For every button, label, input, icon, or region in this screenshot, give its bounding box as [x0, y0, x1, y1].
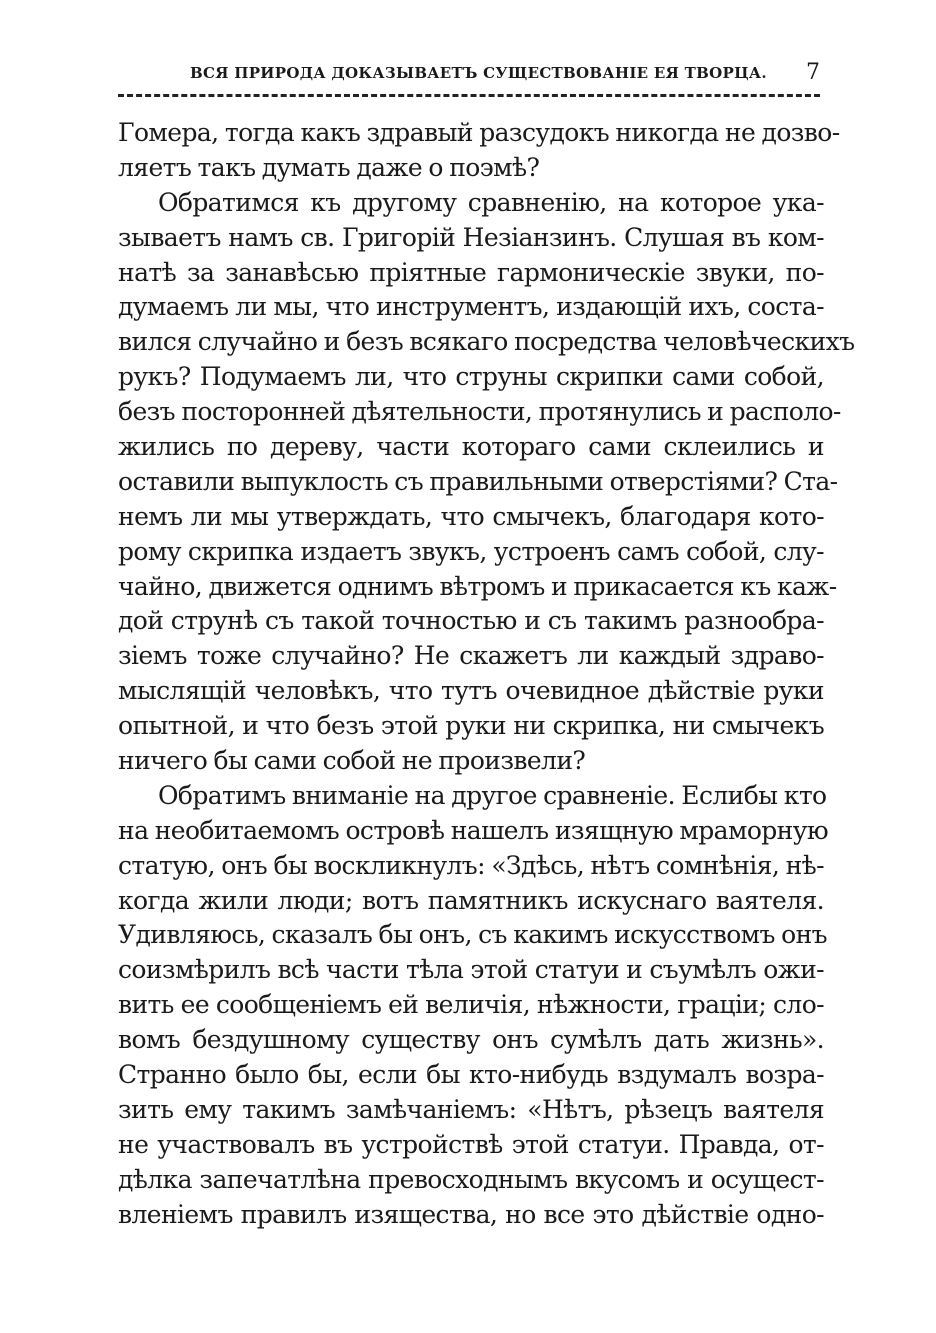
text-line: Обратимъ вниманіе на другое сравненіе. Еслибы кто	[158, 780, 827, 810]
text-line: жились по дереву, части котораго сами склеились и	[118, 432, 824, 462]
text-line: Странно было бы, если бы кто-нибудь вздумалъ возра-	[118, 1060, 824, 1090]
text-line: зить ему такимъ замѣчаніемъ: «Нѣтъ, рѣзецъ ваятеля	[118, 1094, 824, 1124]
text-line: думаемъ ли мы, что инструментъ, издающій ихъ, соста-	[118, 292, 824, 322]
text-line: рому скрипка издаетъ звукъ, устроенъ самъ собой, слу-	[118, 536, 824, 566]
running-title: ВСЯ ПРИРОДА ДОКАЗЫВАЕТЪ СУЩЕСТВОВАНІЕ ЕЯ ТВОРЦА.	[190, 64, 767, 82]
text-line: опытной, и что безъ этой руки ни скрипка, ни смычекъ	[118, 711, 824, 741]
text-line: Удивляюсь, сказалъ бы онъ, съ какимъ искусствомъ онъ	[118, 920, 827, 950]
text-line: Обратимся къ другому сравненію, на которое ука-	[158, 187, 824, 217]
text-line: натѣ за занавѣсью пріятные гармоническіе звуки, по-	[118, 257, 824, 287]
text-line: вленіемъ правилъ изящества, но все это дѣйствіе одно-	[118, 1199, 824, 1229]
text-line: зываетъ намъ св. Григорій Незіанзинъ. Слушая въ ком-	[118, 222, 824, 252]
text-line: вился случайно и безъ всякаго посредства человѣческихъ	[118, 327, 855, 357]
text-line: вомъ бездушному существу онъ сумѣлъ дать жизнь».	[118, 1025, 824, 1055]
text-line: чайно, движется однимъ вѣтромъ и прикасается къ каж-	[118, 571, 837, 601]
page-number: 7	[806, 60, 820, 85]
text-line: безъ посторонней дѣятельности, протянулись и располо-	[118, 397, 841, 427]
text-line: не участвовалъ въ устройствѣ этой статуи. Правда, от-	[118, 1129, 824, 1159]
text-line: рукъ? Подумаемъ ли, что струны скрипки сами собой,	[118, 362, 824, 392]
text-line: дѣлка запечатлѣна превосходнымъ вкусомъ и осущест-	[118, 1164, 824, 1194]
text-line: вить ее сообщеніемъ ей величія, нѣжности, граціи; сло-	[118, 990, 824, 1020]
text-line: когда жили люди; вотъ памятникъ искуснаго ваятеля.	[118, 885, 824, 915]
text-line: оставили выпуклость съ правильными отверстіями? Ста-	[118, 466, 838, 496]
text-line: ничего бы сами собой не произвели?	[118, 746, 586, 776]
text-line: статую, онъ бы воскликнулъ: «Здѣсь, нѣтъ сомнѣнія, нѣ-	[118, 850, 824, 880]
running-head	[118, 60, 824, 90]
text-line: соизмѣрилъ всѣ части тѣла этой статуи и съумѣлъ ожи-	[118, 955, 824, 985]
header-rule	[118, 94, 820, 97]
text-line: немъ ли мы утверждать, что смычекъ, благодаря кото-	[118, 501, 824, 531]
text-line: зіемъ тоже случайно? Не скажетъ ли каждый здраво-	[118, 641, 824, 671]
text-line: дой струнѣ съ такой точностью и съ такимъ разнообра-	[118, 606, 824, 636]
text-line: Гомера, тогда какъ здравый разсудокъ никогда не дозво-	[118, 118, 840, 147]
text-line: ляетъ такъ думать даже о поэмѣ?	[118, 152, 540, 182]
body-text	[118, 116, 855, 1233]
text-line: на необитаемомъ островѣ нашелъ изящную мраморную	[118, 815, 829, 845]
text-line: мыслящій человѣкъ, что тутъ очевидное дѣйствіе руки	[118, 676, 824, 706]
